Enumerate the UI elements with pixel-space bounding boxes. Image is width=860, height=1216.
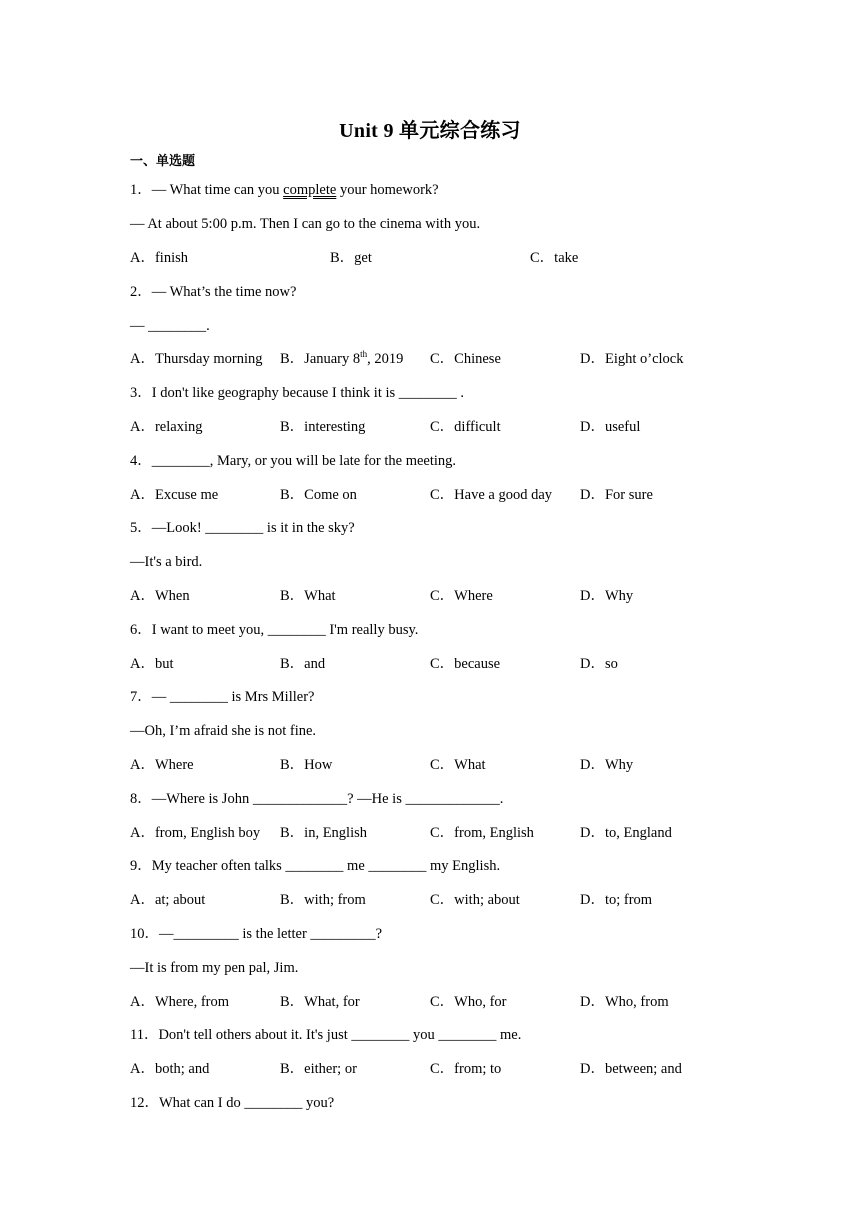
question-2: 2．— What’s the time now?	[130, 284, 297, 300]
question-10-option-a[interactable]: A．Where, from	[130, 994, 230, 1010]
section-heading: 一、单选题	[130, 154, 196, 169]
question-10: 10．—_________ is the letter _________?	[130, 926, 383, 942]
question-11: 11．Don't tell others about it. It's just ________ you ________ me.	[130, 1027, 522, 1043]
question-4-option-a[interactable]: A．Excuse me	[130, 487, 219, 503]
question-5: 5．—Look! ________ is it in the sky?	[130, 520, 355, 536]
question-4-option-c[interactable]: C．Have a good day	[430, 487, 553, 503]
question-7-option-c[interactable]: C．What	[430, 757, 486, 773]
question-9-option-b[interactable]: B．with; from	[280, 892, 366, 908]
question-11-option-a[interactable]: A．both; and	[130, 1061, 210, 1077]
question-9-option-c[interactable]: C．with; about	[430, 892, 520, 908]
question-1	[130, 180, 439, 200]
question-10-line-2: —It is from my pen pal, Jim.	[130, 960, 299, 976]
question-7-option-b[interactable]: B．How	[280, 757, 333, 773]
question-2-option-b-text: B．January 8	[280, 351, 361, 367]
question-6-option-a[interactable]: A．but	[130, 656, 174, 672]
question-8-option-d[interactable]: D．to, England	[580, 825, 672, 841]
question-1-underlined-word: complete	[283, 182, 337, 198]
question-1-prefix: 1．— What time can you	[130, 182, 284, 198]
question-3-option-c[interactable]: C．difficult	[430, 419, 501, 435]
question-2-option-b-year: , 2019	[367, 351, 404, 367]
question-4: 4．________, Mary, or you will be late for the meeting.	[130, 453, 457, 469]
question-9: 9．My teacher often talks ________ me ________ my English.	[130, 858, 501, 874]
question-9-option-d[interactable]: D．to; from	[580, 892, 653, 908]
question-10-option-d[interactable]: D．Who, from	[580, 994, 669, 1010]
question-1-option-b[interactable]: B．get	[330, 250, 372, 266]
question-6-option-b[interactable]: B．and	[280, 656, 326, 672]
question-5-option-d[interactable]: D．Why	[580, 588, 634, 604]
question-4-option-d[interactable]: D．For sure	[580, 487, 653, 503]
question-3: 3．I don't like geography because I think it is ________ .	[130, 385, 465, 401]
question-1-option-c[interactable]: C．take	[530, 250, 579, 266]
question-7-line-2: —Oh, I’m afraid she is not fine.	[130, 723, 317, 739]
question-8: 8．—Where is John _____________? —He is _____________.	[130, 791, 504, 807]
question-8-option-b[interactable]: B．in, English	[280, 825, 368, 841]
question-6-option-d[interactable]: D．so	[580, 656, 618, 672]
question-7: 7．— ________ is Mrs Miller?	[130, 689, 315, 705]
question-3-option-d[interactable]: D．useful	[580, 419, 641, 435]
question-5-option-b[interactable]: B．What	[280, 588, 336, 604]
question-4-option-b[interactable]: B．Come on	[280, 487, 357, 503]
question-1-option-a[interactable]: A．finish	[130, 250, 188, 266]
question-5-line-2: —It's a bird.	[130, 554, 203, 570]
question-1-suffix: your homework?	[336, 182, 439, 198]
question-11-option-d[interactable]: D．between; and	[580, 1061, 682, 1077]
question-2-line-2: — ________.	[130, 318, 210, 334]
question-10-option-b[interactable]: B．What, for	[280, 994, 360, 1010]
question-10-option-c[interactable]: C．Who, for	[430, 994, 507, 1010]
question-12: 12．What can I do ________ you?	[130, 1095, 335, 1111]
question-2-option-b-sup: th	[360, 349, 368, 360]
question-11-option-b[interactable]: B．either; or	[280, 1061, 357, 1077]
question-6-option-c[interactable]: C．because	[430, 656, 501, 672]
question-6: 6．I want to meet you, ________ I'm really busy.	[130, 622, 419, 638]
question-2-option-d[interactable]: D．Eight o’clock	[580, 351, 684, 367]
question-2-option-a[interactable]: A．Thursday morning	[130, 351, 263, 367]
question-3-option-b[interactable]: B．interesting	[280, 419, 366, 435]
question-5-option-a[interactable]: A．When	[130, 588, 190, 604]
question-2-option-b[interactable]	[280, 349, 403, 369]
question-8-option-a[interactable]: A．from, English boy	[130, 825, 261, 841]
question-8-option-c[interactable]: C．from, English	[430, 825, 534, 841]
page-title: Unit 9 单元综合练习	[339, 120, 521, 142]
question-7-option-a[interactable]: A．Where	[130, 757, 194, 773]
question-9-option-a[interactable]: A．at; about	[130, 892, 206, 908]
question-7-option-d[interactable]: D．Why	[580, 757, 634, 773]
question-5-option-c[interactable]: C．Where	[430, 588, 493, 604]
question-2-option-c[interactable]: C．Chinese	[430, 351, 501, 367]
question-11-option-c[interactable]: C．from; to	[430, 1061, 502, 1077]
question-1-line-2: — At about 5:00 p.m. Then I can go to the cinema with you.	[130, 216, 481, 232]
question-3-option-a[interactable]: A．relaxing	[130, 419, 203, 435]
